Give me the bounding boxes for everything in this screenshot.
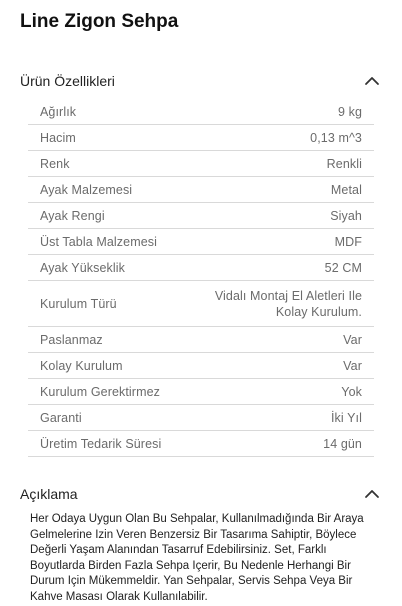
spec-row-stainless	[28, 327, 374, 353]
spec-label: Üst Tabla Malzemesi	[40, 234, 157, 249]
spec-row-leg-height	[28, 255, 374, 281]
spec-row-top-material	[28, 229, 374, 255]
spec-value: 9 kg	[337, 104, 362, 119]
spec-value: MDF	[334, 234, 362, 249]
specs-list	[28, 99, 374, 457]
description-text: Her Odaya Uygun Olan Bu Sehpalar, Kullanılmadığında Bir Araya Gelmelerine Izin Veren Benzersiz Bir Tasarıma Sahiptir, Böylece Değerli Yaşam Alanından Tasarruf Edebilirsiniz. Set, Farklı Boyutlarda Birden Fazla Sehpa Içerir, Bu Nedenle Herhangi Bir Durum Için Mükemmeldir. Yan Sehpalar, Servis Sehpa Veya Bir Kahve Masası Olarak Kullanılabilir.	[30, 513, 364, 603]
spec-value: Renkli	[326, 156, 362, 171]
page-title: Line Zigon Sehpa	[20, 11, 179, 32]
spec-row-weight	[28, 99, 374, 125]
chevron-up-icon[interactable]	[364, 75, 380, 87]
spec-row-easy-install	[28, 353, 374, 379]
spec-row-warranty	[28, 405, 374, 431]
spec-label: Kolay Kurulum	[40, 358, 123, 373]
specs-section-header[interactable]	[0, 69, 402, 95]
spec-label: Ayak Rengi	[40, 208, 105, 223]
spec-value: Metal	[330, 182, 362, 197]
chevron-up-icon[interactable]	[364, 488, 380, 500]
spec-value: 0,13 m^3	[310, 130, 362, 145]
description-section-title: Açıklama	[20, 486, 78, 502]
spec-label: Hacim	[40, 130, 76, 145]
spec-value: 14 gün	[323, 436, 362, 451]
description-section-header[interactable]	[0, 482, 402, 508]
spec-label: Kurulum Gerektirmez	[40, 384, 160, 399]
spec-row-volume	[28, 125, 374, 151]
spec-row-leg-material	[28, 177, 374, 203]
spec-label: Paslanmaz	[40, 332, 103, 347]
spec-label: Ağırlık	[40, 104, 77, 119]
spec-label: Kurulum Türü	[40, 296, 117, 311]
spec-label: Garanti	[40, 410, 82, 425]
spec-row-no-install-required	[28, 379, 374, 405]
spec-row-installation-type	[28, 281, 374, 327]
spec-value: Siyah	[330, 208, 362, 223]
spec-label: Renk	[40, 156, 70, 171]
spec-value: Var	[343, 332, 362, 347]
spec-row-leg-color	[28, 203, 374, 229]
spec-value: 52 CM	[324, 260, 362, 275]
spec-value: Yok	[341, 384, 362, 399]
specs-section-title: Ürün Özellikleri	[20, 73, 115, 89]
spec-value: İki Yıl	[330, 410, 362, 425]
spec-value: Var	[343, 358, 362, 373]
spec-value: Vidalı Montaj El Aletleri Ile Kolay Kurulum.	[214, 288, 362, 319]
spec-label: Ayak Yükseklik	[40, 260, 126, 275]
spec-row-lead-time	[28, 431, 374, 457]
spec-row-color	[28, 151, 374, 177]
spec-label: Üretim Tedarik Süresi	[40, 436, 162, 451]
spec-label: Ayak Malzemesi	[40, 182, 133, 197]
